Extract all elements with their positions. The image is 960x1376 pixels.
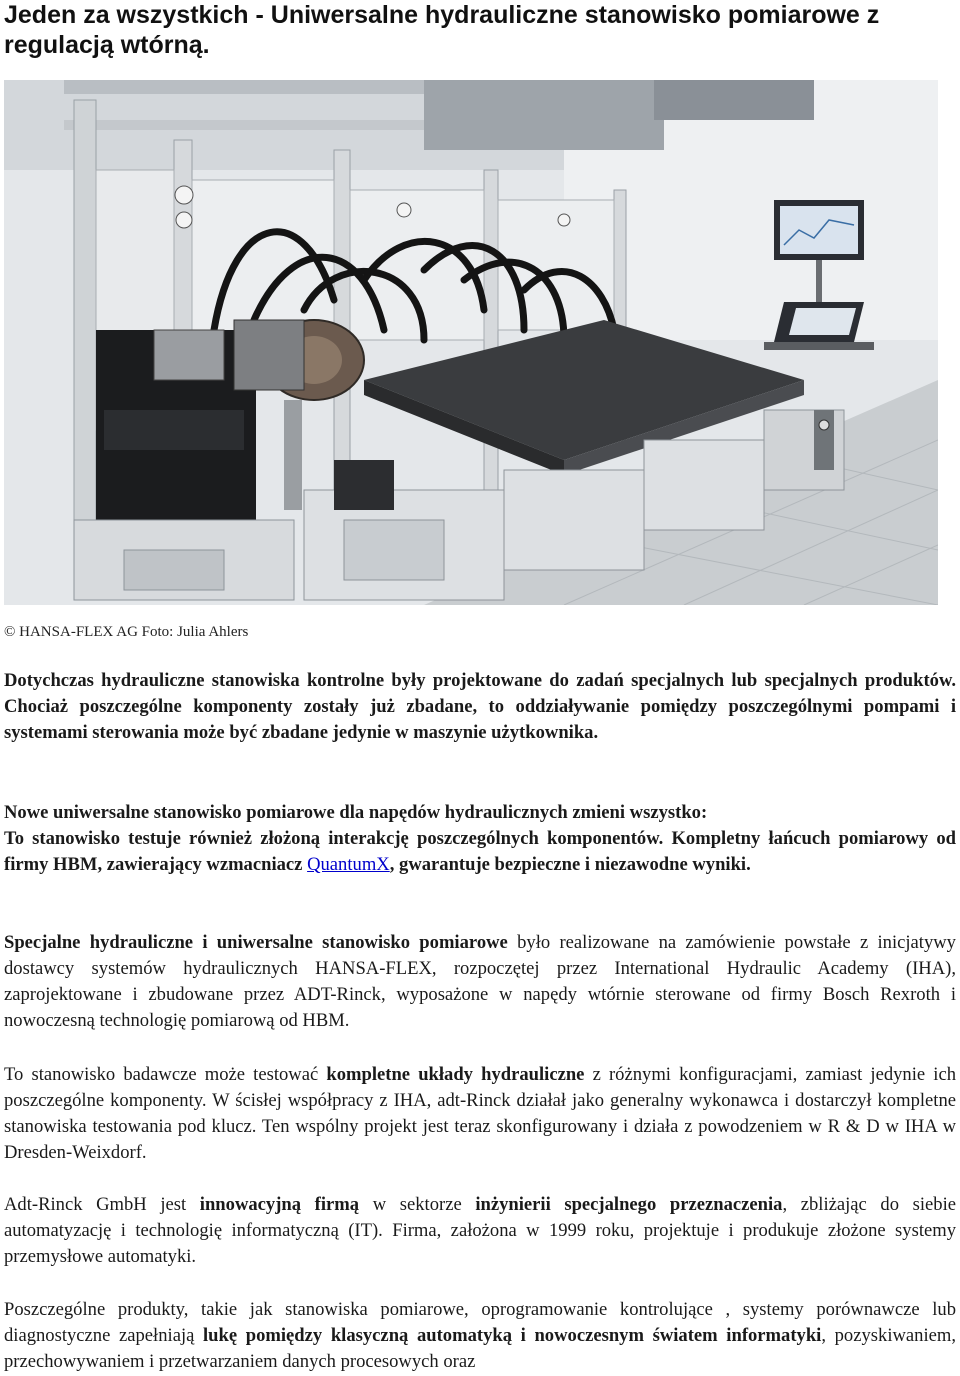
announcement-body-end: , gwarantuje bezpieczne i niezawodne wyniki. — [389, 854, 751, 875]
products-paragraph — [4, 1297, 956, 1375]
photo-caption: © HANSA-FLEX AG Foto: Julia Ahlers — [4, 624, 249, 640]
company-bold-2: inżynierii specjalnego przeznaczenia — [475, 1194, 783, 1215]
company-paragraph — [4, 1192, 956, 1270]
quantumx-link[interactable]: QuantumX — [307, 854, 390, 875]
company-bold-1: innowacyjną firmą — [199, 1194, 360, 1215]
project-bold: Specjalne hydrauliczne i uniwersalne stanowisko pomiarowe — [4, 932, 508, 953]
project-paragraph — [4, 930, 956, 1034]
project-text: było realizowane na zamówienie powstałe z inicjatywy dostawcy systemów hydraulicznych HANSA-FLEX, rozpoczętej przez International Hydraulic Academy (IHA), zaprojektowane i zbudowane przez ADT-Rinck, wyposażone w napędy wtórnie sterowane od firmy Bosch Rexroth i nowoczesną technologię pomiarową od HBM. — [4, 932, 956, 1031]
capabilities-paragraph — [4, 1062, 956, 1166]
company-text: , zbliżając do siebie automatyzację i technologię informatyczną (IT). Firma, założona w 1999 roku, projektuje i produkuje złożone systemy przemysłowe automatyki. — [4, 1194, 956, 1267]
test-bench-photo — [4, 80, 938, 605]
page-title: Jeden za wszystkich - Uniwersalne hydrauliczne stanowisko pomiarowe z regulacją wtórną. — [4, 1, 880, 59]
capabilities-bold: kompletne układy hydrauliczne — [326, 1064, 585, 1085]
announcement-line: Nowe uniwersalne stanowisko pomiarowe dla napędów hydraulicznych zmieni wszystko: — [4, 802, 708, 823]
announcement-body-start: To stanowisko testuje również złożoną interakcję poszczególnych komponentów. Kompletny łańcuch pomiarowy od firmy HBM, zawierający wzmacniacz — [4, 828, 956, 875]
company-start: Adt-Rinck GmbH jest — [4, 1194, 200, 1215]
products-start: Poszczególne produkty, takie jak stanowiska pomiarowe, oprogramowanie kontrolujące , systemy porównawcze lub diagnostyczne zapełniają — [4, 1299, 956, 1346]
intro-paragraph — [4, 668, 956, 746]
hydraulic-test-bench-illustration — [4, 80, 938, 605]
intro-text: Dotychczas hydrauliczne stanowiska kontrolne były projektowane do zadań specjalnych lub specjalnych produktów. Chociaż poszczególne komponenty zostały już zbadane, to oddziaływanie pomiędzy poszczególnymi pompami i systemami sterowania może być zbadane jedynie w maszynie użytkownika. — [4, 670, 956, 743]
products-text: , pozyskiwaniem, przechowywaniem i przetwarzaniem danych procesowych oraz — [4, 1325, 956, 1372]
capabilities-start: To stanowisko badawcze może testować — [4, 1064, 327, 1085]
company-mid: w sektorze — [359, 1194, 476, 1215]
capabilities-text: z różnymi konfiguracjami, zamiast jedynie ich poszczególne komponenty. W ścisłej współpracy z IHA, adt-Rinck działał jako generalny wykonawca i dostarczył kompletne stanowiska testowania pod klucz. Ten wspólny projekt jest teraz skonfigurowany i działa z powodzeniem w R & D w IHA w Dresden-Weixdorf. — [4, 1064, 957, 1163]
announcement-paragraph — [4, 800, 956, 878]
products-bold: lukę pomiędzy klasyczną automatyką i nowoczesnym światem informatyki — [203, 1325, 822, 1346]
